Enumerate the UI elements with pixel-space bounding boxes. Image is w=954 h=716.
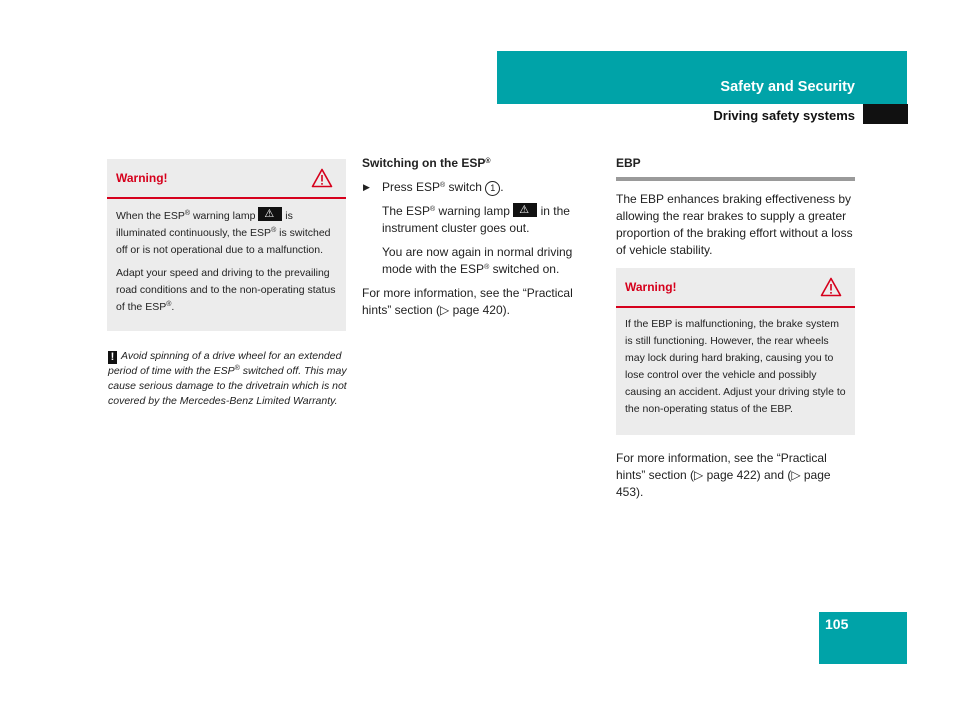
registered-mark: ®	[234, 365, 240, 372]
section-title: Safety and Security	[720, 79, 855, 95]
ebp-heading: EBP	[616, 155, 855, 181]
warning-triangle-icon	[820, 277, 842, 297]
text: is illuminated continuously, the ESP	[116, 210, 293, 239]
registered-mark: ®	[430, 206, 436, 213]
warning-title: Warning!	[625, 280, 677, 294]
step-result	[362, 203, 602, 237]
note-text: switched off. This may cause serious damage to the drivetrain which is not covered by the Mercedes-Benz Limited Warranty.	[108, 365, 347, 407]
ebp-section	[616, 155, 856, 259]
heading-text: Switching on the ESP	[362, 156, 486, 170]
warning-title: Warning!	[116, 171, 168, 185]
esp-warning-box	[107, 159, 346, 331]
warning-header	[107, 159, 346, 199]
registered-mark: ®	[440, 182, 446, 189]
ebp-warning-box	[616, 268, 855, 435]
warning-paragraph: If the EBP is malfunctioning, the brake system is still functioning. However, the rear wheels may lock during hard braking, causing you to lose control over the vehicle and possibly causing an accident. Adjust your driving style to the non-operating status of the EBP.	[625, 318, 846, 415]
text: switched on.	[489, 262, 560, 276]
page-number: 105	[825, 616, 849, 632]
esp-warning-lamp-icon: ⚠	[513, 203, 537, 217]
text: warning lamp	[435, 204, 514, 218]
instruction-step	[362, 179, 602, 196]
registered-mark: ®	[166, 301, 172, 308]
text: is switched off or is not operational due to a malfunction.	[116, 227, 331, 256]
warning-triangle-icon	[311, 168, 333, 188]
registered-mark: ®	[184, 210, 191, 217]
text: You are now again in normal driving mode with the ESP	[382, 245, 573, 276]
more-info-text: For more information, see the “Practical hints” section (▷ page 420).	[362, 286, 573, 317]
damage-note	[108, 349, 348, 409]
header-band	[497, 51, 907, 104]
registered-mark: ®	[271, 227, 277, 234]
warning-body	[107, 199, 346, 328]
text: warning lamp	[190, 210, 259, 222]
note-text: Avoid spinning of a drive wheel for an extended period of time with the ESP	[108, 350, 342, 377]
text: .	[500, 180, 504, 194]
registered-mark: ®	[485, 158, 491, 165]
esp-warning-lamp-icon: ⚠	[258, 207, 282, 221]
text: Adapt your speed and driving to the prevailing road conditions and to the non-operating status of the ESP	[116, 267, 336, 313]
callout-number: 1	[485, 181, 500, 196]
exclamation-icon: !	[108, 351, 117, 364]
switching-section	[362, 155, 602, 326]
subsection-title: Driving safety systems	[713, 108, 855, 123]
text: in the instrument cluster goes out.	[382, 204, 570, 235]
more-info-text: For more information, see the “Practical hints” section (▷ page 422) and (▷ page 453).	[616, 451, 831, 499]
switching-heading	[362, 155, 602, 172]
ebp-intro: The EBP enhances braking effectiveness by allowing the rear brakes to supply a greater proportion of the braking effort without a loss of vehicle stability.	[616, 192, 853, 257]
text: switch	[445, 180, 486, 194]
warning-paragraph	[116, 207, 338, 259]
text: Press ESP	[382, 180, 441, 194]
text: When the ESP	[116, 210, 185, 222]
text: .	[171, 301, 175, 313]
chapter-tab	[863, 104, 908, 124]
registered-mark: ®	[484, 264, 490, 271]
warning-header	[616, 268, 855, 308]
text: The ESP	[382, 204, 431, 218]
warning-paragraph	[116, 265, 338, 316]
step-arrow-icon: ▶	[363, 182, 370, 192]
step-result	[362, 244, 602, 278]
warning-body	[616, 308, 855, 430]
